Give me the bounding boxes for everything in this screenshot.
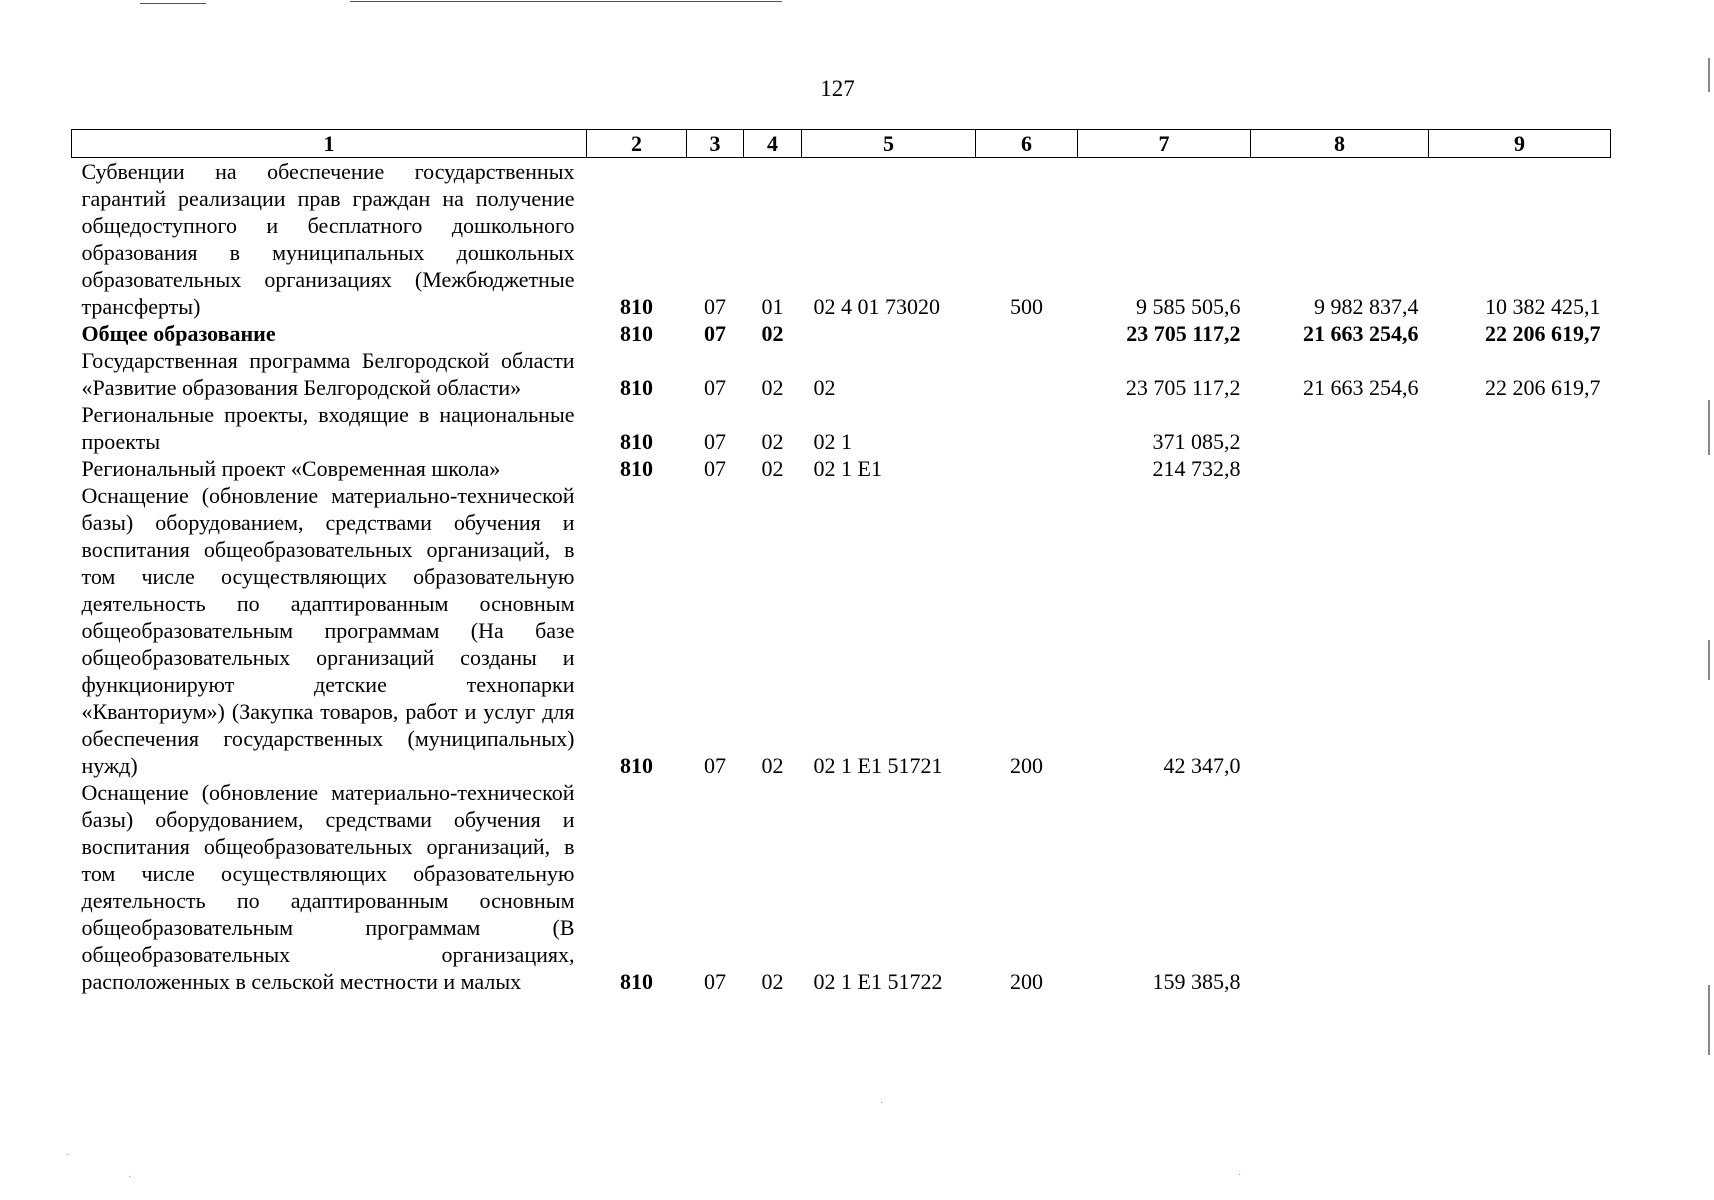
cell-subsection: 01	[761, 294, 784, 319]
header-row	[72, 130, 1611, 158]
row-description: Оснащение (обновление материально-технической базы) оборудованием, средствами обучения и воспитания общеобразовательных организаций, в том числе осуществляющих образовательную деятельность по адаптированным основным общеобразовательным программам (На базе общеобразовательных организаций созданы и функционируют детские технопарки «Кванториум») (Закупка товаров, работ и услуг для обеспечения государственных (муниципальных) нужд)	[81, 483, 575, 778]
table-row	[72, 347, 1611, 401]
cell-amount-col9	[1429, 779, 1611, 995]
cell-target-article: 02 1 E1 51721	[813, 753, 943, 778]
scan-edge-mark	[1708, 640, 1710, 680]
cell-target-article: 02 1	[813, 429, 852, 454]
table-row	[72, 158, 1611, 321]
cell-amount-col7: 371 085,2	[1152, 429, 1241, 454]
scan-edge-mark	[1708, 400, 1710, 455]
cell-amount-col9: 22 206 619,7	[1485, 321, 1601, 346]
header-col-5: 5	[802, 130, 976, 158]
cell-section: 07	[704, 456, 726, 481]
cell-target-article: 02 4 01 73020	[813, 294, 940, 319]
scan-speck: ·	[66, 1150, 70, 1161]
cell-expense-type	[976, 455, 1078, 482]
cell-expense-type: 500	[1010, 294, 1043, 319]
budget-table	[71, 129, 1611, 995]
scan-edge-mark	[1708, 58, 1710, 92]
row-description: Субвенции на обеспечение государственных гарантий реализации прав граждан на получение общедоступного и бесплатного дошкольного образования в муниципальных дошкольных образовательных организациях (Межбюджетные трансферты)	[81, 159, 575, 319]
row-description: Оснащение (обновление материально-технической базы) оборудованием, средствами обучения и воспитания общеобразовательных организаций, в том числе осуществляющих образовательную деятельность по адаптированным основным общеобразовательным программам (В общеобразовательных организациях, расположенных в сельской местности и малых	[81, 780, 575, 994]
cell-subsection: 02	[761, 753, 784, 778]
cell-section: 07	[704, 969, 726, 994]
cell-expense-type	[976, 320, 1078, 347]
cell-section: 07	[704, 753, 726, 778]
cell-amount-col8	[1251, 482, 1429, 779]
row-description: Региональный проект «Современная школа»	[81, 456, 501, 481]
scan-speck: ·	[1238, 1170, 1242, 1181]
cell-expense-type	[976, 401, 1078, 455]
header-col-7: 7	[1078, 130, 1251, 158]
header-col-9: 9	[1429, 130, 1611, 158]
scan-edge-mark	[1708, 985, 1710, 1055]
scan-speck: ·	[880, 1098, 884, 1109]
cell-amount-col9: 10 382 425,1	[1485, 294, 1601, 319]
cell-subsection: 02	[761, 375, 784, 400]
header-col-8: 8	[1251, 130, 1429, 158]
cell-admin-code: 810	[620, 753, 653, 778]
cell-amount-col7: 42 347,0	[1163, 753, 1241, 778]
row-description: Региональные проекты, входящие в национальные проекты	[81, 402, 575, 454]
table-row	[72, 401, 1611, 455]
cell-amount-col9	[1429, 482, 1611, 779]
cell-amount-col8: 21 663 254,6	[1303, 321, 1419, 346]
cell-target-article: 02 1 E1 51722	[813, 969, 943, 994]
cell-admin-code: 810	[620, 456, 653, 481]
cell-target-article: 02	[813, 375, 836, 400]
cell-target-article: 02 1 E1	[813, 456, 882, 481]
cell-amount-col7: 23 705 117,2	[1126, 321, 1241, 346]
cell-expense-type: 200	[1010, 969, 1043, 994]
header-col-1: 1	[72, 130, 587, 158]
cell-section: 07	[704, 375, 726, 400]
cell-admin-code: 810	[620, 294, 653, 319]
scan-artifact-line	[140, 3, 206, 4]
scan-speck: ·	[128, 1172, 132, 1183]
cell-subsection: 02	[761, 429, 784, 454]
cell-amount-col7: 214 732,8	[1152, 456, 1241, 481]
cell-amount-col8	[1251, 455, 1429, 482]
table-row	[72, 455, 1611, 482]
cell-section: 07	[704, 429, 726, 454]
cell-amount-col8: 21 663 254,6	[1303, 375, 1419, 400]
cell-admin-code: 810	[620, 969, 653, 994]
page-number: 127	[820, 76, 855, 101]
header-col-3: 3	[687, 130, 744, 158]
table-row	[72, 779, 1611, 995]
cell-subsection: 02	[761, 456, 784, 481]
cell-amount-col9	[1429, 455, 1611, 482]
cell-target-article	[802, 320, 976, 347]
table-row	[72, 320, 1611, 347]
header-col-4: 4	[744, 130, 802, 158]
cell-subsection: 02	[761, 969, 784, 994]
cell-expense-type	[976, 347, 1078, 401]
cell-amount-col8: 9 982 837,4	[1314, 294, 1419, 319]
cell-amount-col9: 22 206 619,7	[1485, 375, 1601, 400]
header-col-6: 6	[976, 130, 1078, 158]
table-row	[72, 482, 1611, 779]
cell-section: 07	[704, 321, 726, 346]
cell-subsection: 02	[761, 321, 784, 346]
cell-amount-col9	[1429, 401, 1611, 455]
cell-admin-code: 810	[620, 429, 653, 454]
cell-section: 07	[704, 294, 726, 319]
cell-amount-col7: 23 705 117,2	[1125, 375, 1241, 400]
row-description: Государственная программа Белгородской области «Развитие образования Белгородской области»	[81, 348, 575, 400]
cell-amount-col8	[1251, 401, 1429, 455]
cell-amount-col7: 159 385,8	[1152, 969, 1241, 994]
row-description: Общее образование	[81, 321, 276, 346]
scan-artifact-line	[350, 1, 782, 2]
cell-expense-type: 200	[1010, 753, 1043, 778]
cell-amount-col7: 9 585 505,6	[1136, 294, 1241, 319]
cell-admin-code: 810	[620, 321, 653, 346]
cell-admin-code: 810	[620, 375, 653, 400]
header-col-2: 2	[587, 130, 687, 158]
cell-amount-col8	[1251, 779, 1429, 995]
